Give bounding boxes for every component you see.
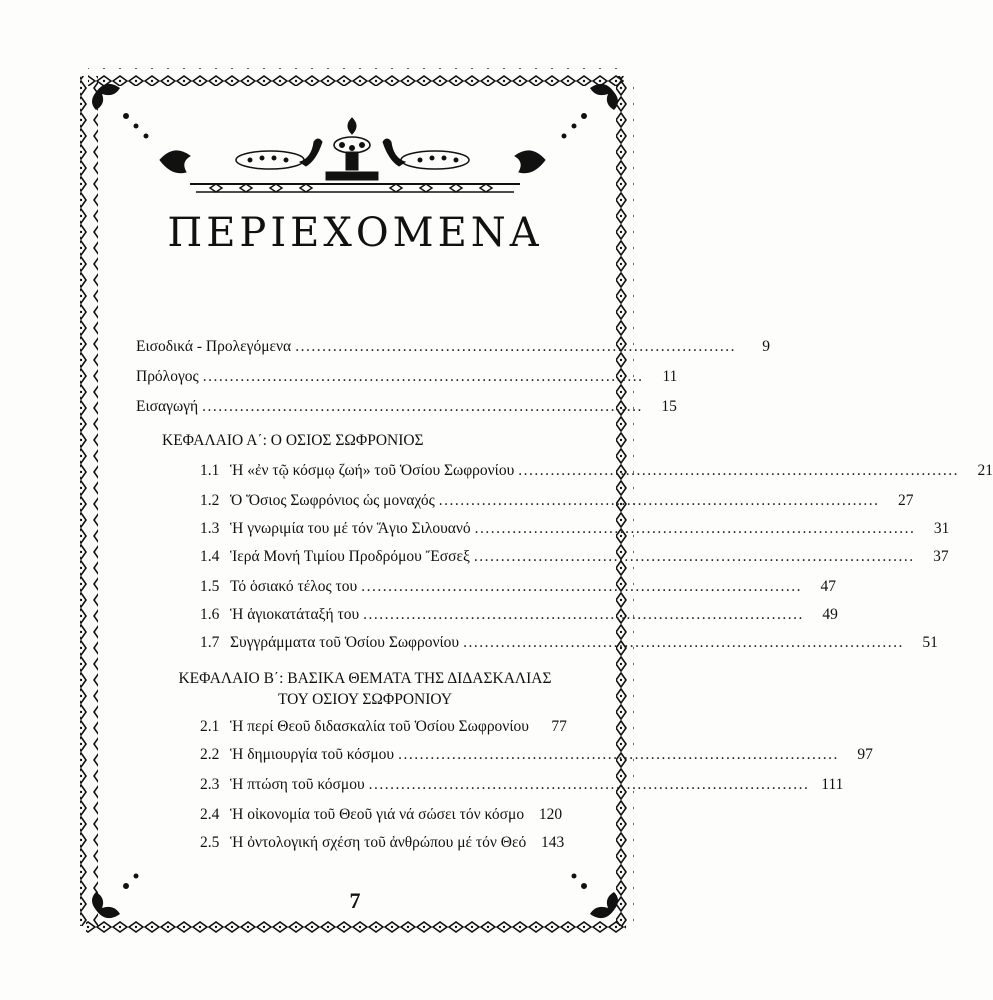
toc-entry <box>136 398 677 416</box>
leader-dots: .................................................................................. <box>438 492 880 509</box>
toc-entry-page: 47 <box>820 578 836 595</box>
section-number: 2.1 <box>200 718 220 735</box>
toc-entry <box>200 718 567 736</box>
section-number: 1.6 <box>200 606 220 623</box>
toc-entry-page: 37 <box>933 548 949 565</box>
toc-entry <box>200 548 949 566</box>
section-number: 1.1 <box>200 462 220 479</box>
toc-entry <box>200 806 563 824</box>
toc-entry-page: 21 <box>977 462 993 479</box>
toc-entry-label: Τό ὁσιακό τέλος του <box>230 578 358 595</box>
peacock-left-icon <box>236 139 322 169</box>
toc-entry-label: Εισοδικά - Προλεγόμενα <box>136 338 292 355</box>
page-number: 7 <box>349 888 361 913</box>
leader-dots: .................................................................................. <box>202 368 644 385</box>
section-number: 1.3 <box>200 520 220 537</box>
section-number: 1.5 <box>200 578 220 595</box>
toc-entry <box>200 520 950 538</box>
toc-entry-page: 120 <box>538 806 563 823</box>
bottom-border <box>86 916 626 934</box>
toc-entry-label: Ἡ γνωριμία του μέ τόν Ἅγιο Σιλουανό <box>230 520 471 537</box>
toc-entry-label: Ἡ «ἐν τῷ κόσμῳ ζωή» τοῦ Ὁσίου Σωφρονίου <box>230 462 515 479</box>
section-number: 1.7 <box>200 634 220 651</box>
toc-entry-label: Ἡ πτώση τοῦ κόσμου <box>230 776 365 793</box>
leader-dots: .................................................................................. <box>398 746 839 763</box>
toc-entry-page: 49 <box>822 606 838 623</box>
toc-entry-page: 143 <box>541 834 565 851</box>
toc-entry-page: 15 <box>661 398 677 415</box>
toc-entry <box>136 338 770 356</box>
leader-dots: .................................................................................. <box>518 462 960 479</box>
toc-entry <box>200 606 838 624</box>
toc-entry-label: Ὁ Ὅσιος Σωφρόνιος ὡς μοναχός <box>230 492 435 509</box>
section-number: 2.5 <box>200 834 220 851</box>
chapter-b-title-line2: ΤΟΥ ΟΣΙΟΥ ΣΩΦΡΟΝΙΟΥ <box>277 691 453 708</box>
section-number: 2.4 <box>200 806 220 823</box>
chapter-b-title-line1: ΚΕΦΑΛΑΙΟ Β΄: ΒΑΣΙΚΑ ΘΕΜΑΤΑ ΤΗΣ ΔΙΔΑΣΚΑΛΙΑΣ <box>178 670 552 687</box>
leader-dots: .................................................................................. <box>463 634 904 651</box>
toc-entry-page: 51 <box>922 634 938 651</box>
toc-entry-label: Ἡ δημιουργία τοῦ κόσμου <box>230 746 395 763</box>
section-number: 1.2 <box>200 492 220 509</box>
fountain-icon <box>326 118 378 180</box>
page-title: ΠΕΡΙΕΧΟΜΕΝΑ <box>167 210 543 256</box>
section-number: 2.2 <box>200 746 220 763</box>
leader-dots: .................................................................................. <box>473 548 915 565</box>
toc-entry-page: 77 <box>551 718 567 735</box>
toc-entry <box>200 578 836 596</box>
leader-dots: .................................................................................. <box>295 338 736 355</box>
toc-entry <box>200 776 844 794</box>
toc-entry <box>200 634 938 652</box>
toc-entry-label: Εισαγωγή <box>136 398 199 415</box>
chapter-a-title: ΚΕΦΑΛΑΙΟ Α΄: Ο ΟΣΙΟΣ ΣΩΦΡΟΝΙΟΣ <box>162 432 424 449</box>
header-ornament <box>160 118 545 192</box>
toc-entry-label: Ἱερά Μονή Τιμίου Προδρόμου Ἔσσεξ <box>230 548 470 565</box>
leader-dots: .................................................................................. <box>363 606 804 623</box>
leader-dots: .................................................................................. <box>368 776 810 793</box>
peacock-right-icon <box>383 139 469 169</box>
toc-entry-label: Ἡ ἁγιοκατάταξή του <box>230 606 360 623</box>
toc-entry-label: Ἡ περί Θεοῦ διδασκαλία τοῦ Ὁσίου Σωφρονίου <box>230 718 529 735</box>
toc-entry-page: 111 <box>821 776 844 793</box>
leader-dots: .................................................................................. <box>361 578 802 595</box>
toc-entry <box>136 368 678 386</box>
toc-entry <box>200 746 873 764</box>
toc-entry-page: 9 <box>762 338 770 355</box>
leader-dots: .................................................................................. <box>474 520 916 537</box>
toc-entry-page: 31 <box>933 520 950 537</box>
toc-entry-label: Ἡ ὀντολογική σχέση τοῦ ἀνθρώπου μέ τόν Θεό <box>230 834 527 851</box>
toc-entry-label: Συγγράμματα τοῦ Ὁσίου Σωφρονίου <box>230 634 460 651</box>
top-border <box>88 68 624 86</box>
toc-entry <box>200 462 993 480</box>
toc-entry <box>200 492 914 510</box>
corner-ornament-top-left <box>92 84 149 139</box>
toc-entry-page: 97 <box>857 746 873 763</box>
section-number: 2.3 <box>200 776 220 793</box>
toc-entry-label: Πρόλογος <box>136 368 199 385</box>
left-border <box>80 76 98 926</box>
toc-entry-label: Ἡ οἰκονομία τοῦ Θεοῦ γιά νά σώσει τόν κόσμο <box>230 806 525 823</box>
toc-entry <box>200 834 565 852</box>
section-number: 1.4 <box>200 548 220 565</box>
corner-ornament-top-right <box>562 84 619 139</box>
leader-dots: .................................................................................. <box>202 398 643 415</box>
toc-entry-page: 11 <box>662 368 678 385</box>
chapter-b-title <box>160 668 570 710</box>
toc-entry-page: 27 <box>898 492 914 509</box>
